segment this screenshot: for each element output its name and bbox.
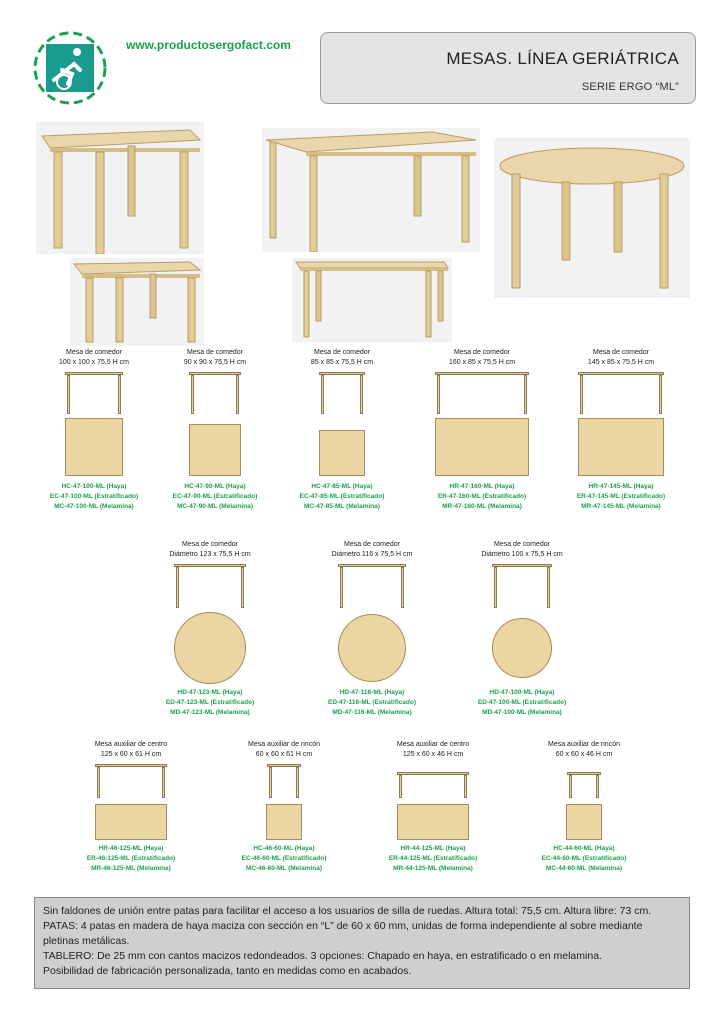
product-dims: 85 x 85 x 75,5 H cm xyxy=(310,359,374,366)
top-view xyxy=(266,804,302,840)
product-dims: 125 x 60 x 46 H cm xyxy=(402,751,464,758)
product-dims: 145 x 85 x 75,5 H cm xyxy=(587,359,655,366)
front-view xyxy=(189,372,241,414)
product-code: EC-46-60-ML (Estratificado) xyxy=(241,855,327,862)
small-square-table-photo xyxy=(70,258,204,346)
product-label: Mesa auxiliar de centro xyxy=(94,741,168,748)
product-code: HC-47-100-ML (Haya) xyxy=(61,483,127,490)
product-dims: 90 x 90 x 75,5 H cm xyxy=(183,359,247,366)
product-item xyxy=(284,348,400,512)
front-view xyxy=(567,772,601,798)
product-item xyxy=(222,740,346,874)
product-dims: Diámetro 123 x 75,5 H cm xyxy=(169,551,251,558)
product-code: MD-47-116-ML (Melamina) xyxy=(332,709,412,716)
product-code: MC-46-60-ML (Melamina) xyxy=(245,865,323,872)
top-view xyxy=(95,804,167,840)
product-code: HD-47-100-ML (Haya) xyxy=(489,689,555,696)
product-label: Mesa de comedor xyxy=(453,349,511,356)
product-code: MC-44-60-ML (Melamina) xyxy=(545,865,623,872)
product-code: ER-44-125-ML (Estratificado) xyxy=(388,855,478,862)
low-rectangular-table-photo xyxy=(292,258,452,342)
page-title: MESAS. LÍNEA GERIÁTRICA xyxy=(446,49,679,68)
spec-text: TABLERO: De 25 mm con cantos macizos redondeados. 3 opciones: Chapado en haya, en estratificado o en melamina. xyxy=(43,950,602,962)
front-view xyxy=(319,372,365,414)
product-dims: 160 x 85 x 75,5 H cm xyxy=(448,359,516,366)
front-view xyxy=(95,764,167,798)
product-label: Mesa de comedor xyxy=(343,541,401,548)
product-code: MC-47-100-ML (Melamina) xyxy=(54,503,134,510)
product-code: HC-47-85-ML (Haya) xyxy=(311,483,373,490)
product-label: Mesa de comedor xyxy=(493,541,551,548)
product-dims: 100 x 100 x 75,5 H cm xyxy=(58,359,130,366)
product-item xyxy=(68,740,194,874)
product-code: MR-47-145-ML (Melamina) xyxy=(581,503,661,510)
product-dims: 60 x 60 x 46 H cm xyxy=(555,751,613,758)
product-item xyxy=(522,740,646,874)
product-item xyxy=(302,540,442,718)
front-view xyxy=(338,564,406,608)
product-code: MD-47-100-ML (Melamina) xyxy=(482,709,562,716)
product-label: Mesa de comedor xyxy=(65,349,123,356)
top-view xyxy=(65,418,123,476)
product-label: Mesa auxiliar de rincón xyxy=(248,741,320,748)
product-code: ER-47-145-ML (Estratificado) xyxy=(576,493,666,500)
product-code: ED-47-100-ML (Estratificado) xyxy=(477,699,567,706)
product-item xyxy=(156,348,274,512)
spec-text: PATAS: 4 patas en madera de haya maciza con sección en “L” de 60 x 60 mm, unidas de forma independiente al sobre mediante pletinas metálicas. xyxy=(43,920,643,947)
product-item xyxy=(414,348,550,512)
product-label: Mesa de comedor xyxy=(592,349,650,356)
front-view xyxy=(174,564,246,608)
front-view xyxy=(578,372,664,414)
product-dims: 125 x 60 x 61 H cm xyxy=(100,751,162,758)
product-code: HD-47-116-ML (Haya) xyxy=(339,689,405,696)
product-code: EC-47-100-ML (Estratificado) xyxy=(49,493,139,500)
product-code: HR-47-145-ML (Haya) xyxy=(588,483,654,490)
top-view xyxy=(578,418,664,476)
product-item xyxy=(30,348,158,512)
product-label: Mesa de comedor xyxy=(181,541,239,548)
product-code: HC-47-90-ML (Haya) xyxy=(184,483,246,490)
specifications-box xyxy=(34,897,690,989)
front-view xyxy=(435,372,529,414)
square-table-photo xyxy=(36,122,204,254)
top-view xyxy=(566,804,602,840)
product-code: HR-46-125-ML (Haya) xyxy=(98,845,164,852)
top-view xyxy=(492,618,552,678)
product-code: HR-47-160-ML (Haya) xyxy=(449,483,515,490)
top-view xyxy=(319,430,365,476)
website-link[interactable]: www.productosergofact.com xyxy=(126,38,291,52)
spec-text: Posibilidad de fabricación personalizada, tanto en medidas como en acabados. xyxy=(43,965,412,977)
front-view xyxy=(397,772,469,798)
product-code: MR-46-125-ML (Melamina) xyxy=(91,865,171,872)
front-view xyxy=(492,564,552,608)
product-code: MC-47-90-ML (Melamina) xyxy=(176,503,254,510)
product-code: ER-47-160-ML (Estratificado) xyxy=(437,493,527,500)
product-label: Mesa de comedor xyxy=(186,349,244,356)
product-code: ED-47-123-ML (Estratificado) xyxy=(165,699,255,706)
product-code: HR-44-125-ML (Haya) xyxy=(400,845,466,852)
page-subtitle: SERIE ERGO “ML” xyxy=(581,81,679,93)
top-view xyxy=(338,614,406,682)
rectangular-table-photo xyxy=(262,128,480,252)
spec-text: Sin faldones de unión entre patas para facilitar el acceso a los usuarios de silla de ruedas. Altura total: 75,5 cm. Altura libre: 73 cm. xyxy=(43,905,652,917)
product-item xyxy=(554,348,688,512)
product-code: HD-47-123-ML (Haya) xyxy=(177,689,243,696)
product-code: HC-46-60-ML (Haya) xyxy=(253,845,315,852)
top-view xyxy=(397,804,469,840)
top-view xyxy=(174,612,246,684)
product-label: Mesa auxiliar de rincón xyxy=(548,741,620,748)
product-code: EC-44-60-ML (Estratificado) xyxy=(541,855,627,862)
product-code: EC-47-90-ML (Estratificado) xyxy=(172,493,258,500)
product-item xyxy=(452,540,592,718)
product-label: Mesa auxiliar de centro xyxy=(396,741,470,748)
front-view xyxy=(267,764,301,798)
product-code: ED-47-116-ML (Estratificado) xyxy=(327,699,416,706)
product-dims: Diámetro 100 x 75,5 H cm xyxy=(481,551,563,558)
top-view xyxy=(435,418,529,476)
top-view xyxy=(189,424,241,476)
product-dims: 60 x 60 x 61 H cm xyxy=(255,751,313,758)
product-code: MR-44-125-ML (Melamina) xyxy=(393,865,473,872)
product-dims: Diámetro 116 x 75,5 H cm xyxy=(331,551,413,558)
product-item xyxy=(140,540,280,718)
title-box xyxy=(320,32,696,104)
product-code: ER-46-125-ML (Estratificado) xyxy=(86,855,176,862)
product-code: HC-44-60-ML (Haya) xyxy=(553,845,615,852)
product-code: MR-47-160-ML (Melamina) xyxy=(442,503,522,510)
round-table-photo xyxy=(494,138,690,298)
wheelchair-logo-icon xyxy=(32,30,108,106)
product-code: EC-47-85-ML (Estratificado) xyxy=(299,493,385,500)
product-item xyxy=(370,740,496,874)
product-label: Mesa de comedor xyxy=(313,349,371,356)
product-code: MD-47-123-ML (Melamina) xyxy=(170,709,250,716)
product-code: MC-47-85-ML (Melamina) xyxy=(303,503,381,510)
front-view xyxy=(65,372,123,414)
